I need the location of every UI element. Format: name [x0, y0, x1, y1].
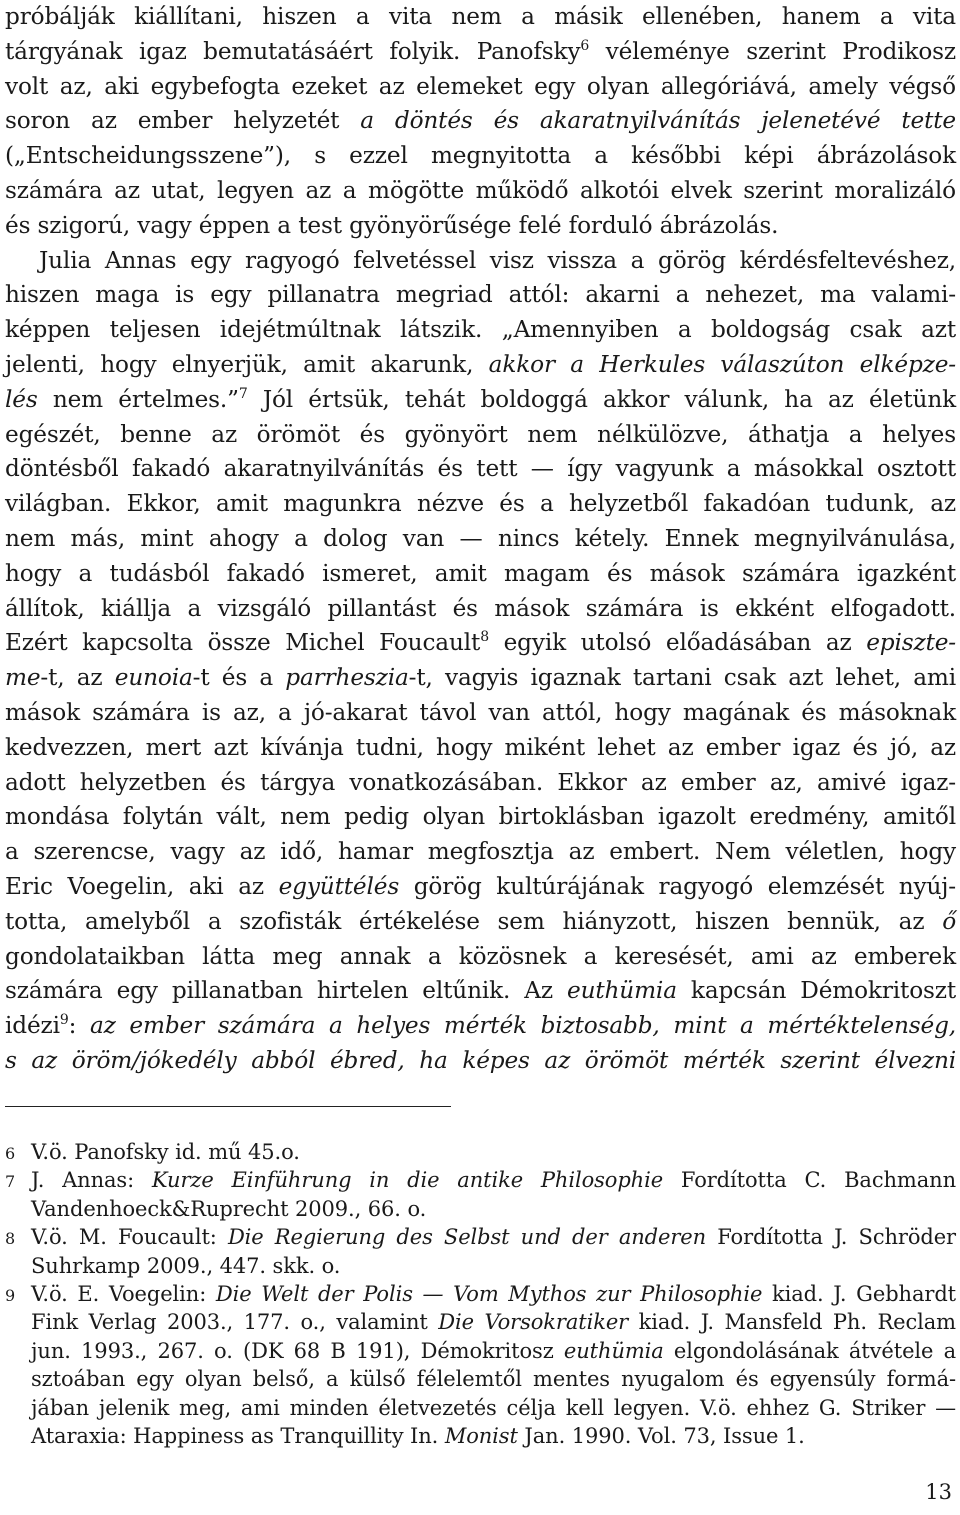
- footnote-9-cont: [5, 1308, 956, 1336]
- footnote-title: Die Regierung des Selbst und der anderen: [227, 1225, 707, 1250]
- emphasis: eunoia: [114, 664, 193, 692]
- footnote-text: Ataraxia: Happiness as Tranquillity In.: [31, 1423, 445, 1448]
- body-line: adott helyzetben és tárgya vonatkozásában. Ekkor az ember az, amivé igaz-: [5, 768, 956, 796]
- body-line: nem más, mint ahogy a dolog van — nincs kétely. Ennek megnyilvánulása,: [5, 524, 956, 552]
- body-line: kedvezzen, mert azt kívánja tudni, hogy miként lehet az ember igaz és jó, az: [5, 733, 956, 761]
- footnote-text: V.ö. Panofsky id. mű 45.o.: [31, 1140, 300, 1164]
- footnote-title: Monist: [444, 1423, 518, 1448]
- text-run: egyik utolsó előadásában az: [488, 629, 867, 657]
- body-line: [5, 905, 956, 940]
- footnote-ref: 8: [480, 629, 489, 646]
- body-line: állítok, kiállja a vizsgáló pillantást és mások számára is ekként elfogadott.: [5, 594, 956, 622]
- text-run: Jól értsük, tehát boldoggá akkor válunk, ha az életünk: [247, 385, 957, 413]
- footnote-7: [5, 1166, 956, 1194]
- emphasis: euthümia: [567, 977, 677, 1005]
- footnote-title: Die Vorsokratiker: [438, 1310, 629, 1335]
- body-line: és szigorú, vagy éppen a test gyönyörűsége felé forduló ábrázolás.: [5, 211, 779, 239]
- footnote-text: Jan. 1990. Vol. 73, Issue 1.: [517, 1423, 805, 1448]
- footnote-text: J. Annas:: [31, 1168, 152, 1193]
- body-line: hogy a tudásból fakadó ismeret, amit magam és mások számára igazként: [5, 559, 956, 587]
- footnote-9-cont: jában jelenik meg, ami minden életvezetés célja kell legyen. V.ö. ehhez G. Striker —: [31, 1395, 956, 1420]
- body-line: [5, 974, 956, 1009]
- text-run: -t, az: [40, 664, 115, 692]
- footnote-ref: 9: [59, 1012, 69, 1029]
- footnote-8-cont: Suhrkamp 2009., 447. skk. o.: [31, 1253, 341, 1278]
- body-line: [5, 35, 956, 70]
- emphasis: akkor a Herkules válaszúton elképze-: [488, 350, 956, 378]
- footnote-number: 9: [5, 1285, 16, 1305]
- emphasis: parrheszia: [285, 664, 409, 692]
- footnote-text: Fink Verlag 2003., 177. o., valamint: [31, 1310, 439, 1335]
- body-line: gondolataikban látta meg annak a közösnek a keresését, ami az emberek: [5, 942, 956, 970]
- footnote-9: [5, 1280, 956, 1308]
- text-run: Eric Voegelin, aki az: [5, 872, 279, 900]
- footnote-6: [5, 1138, 956, 1166]
- text-run: számára egy pillanatban hirtelen eltűnik. Az: [5, 977, 567, 1005]
- emphasis: me: [5, 664, 41, 692]
- body-line: [5, 383, 956, 418]
- text-run: -t, vagyis igaznak tartani csak azt lehet, ami: [408, 664, 956, 692]
- body-line: mások számára is az, a jó-akarat távol van attól, hogy magának és másoknak: [5, 698, 956, 726]
- body-line: hiszen maga is egy pillanatra megriad attól: akarni a nehezet, ma valami-: [5, 281, 956, 309]
- body-line: volt az, aki egybefogta ezeket az elemeket egy olyan allegóriává, amely végső: [5, 72, 956, 100]
- body-text: [5, 0, 956, 1079]
- body-line: Julia Annas egy ragyogó felvetéssel visz vissza a görög kérdésfeltevéshez,: [39, 246, 956, 274]
- text-run: idézi: [5, 1012, 60, 1040]
- emphasis: a döntés és akaratnyilvánítás jelenetévé tette: [360, 107, 956, 135]
- footnote-text: jun. 1993., 267. o. (DK 68 B 191), Démokritosz: [31, 1338, 564, 1363]
- body-line: [5, 1009, 956, 1044]
- body-line: a szerencse, vagy az idő, hamar megfosztja az embert. Nem véletlen, hogy: [5, 838, 956, 866]
- footnote-9-cont: [5, 1422, 956, 1450]
- footnote-text: kiad. J. Gebhardt: [762, 1281, 956, 1306]
- emphasis: episzte-: [866, 629, 956, 657]
- body-line: mondása folytán vált, nem pedig olyan birtoklásban igazolt eredmény, amitől: [5, 803, 956, 831]
- text-run: -t és a: [192, 664, 286, 692]
- body-line: döntésből fakadó akaratnyilvánítás és tett — így vagyunk a másokkal osztott: [5, 455, 956, 483]
- body-line: [5, 104, 956, 139]
- text-run: soron az ember helyzetét: [5, 107, 361, 135]
- emphasis: lés: [5, 385, 38, 413]
- footnote-9-cont: [5, 1337, 956, 1365]
- text-run: jelenti, hogy elnyerjük, amit akarunk,: [5, 350, 489, 378]
- footnote-number: 7: [5, 1172, 16, 1192]
- footnote-text: kiad. J. Mansfeld Ph. Reclam: [628, 1310, 956, 1335]
- body-line: képpen teljesen idejétmúltnak látszik. „Amennyiben a boldogság csak azt: [5, 316, 956, 344]
- text-run: Ezért kapcsolta össze Michel Foucault: [5, 629, 481, 657]
- footnote-text: Fordította J. Schröder: [706, 1225, 957, 1250]
- text-run: tárgyának igaz bemutatásáért folyik. Panofsky: [5, 37, 581, 65]
- body-line: [5, 870, 956, 905]
- footnote-ref: 7: [238, 385, 248, 402]
- text-run: totta, amelyből a szofisták értékelése sem hiányzott, hiszen bennük, az: [5, 907, 943, 935]
- footnote-text: Fordította C. Bachmann: [663, 1168, 957, 1193]
- footnote-title: euthümia: [563, 1338, 664, 1363]
- text-run: :: [68, 1012, 90, 1040]
- body-line: [5, 1044, 956, 1079]
- body-line: [5, 626, 956, 661]
- emphasis: ő: [942, 907, 956, 935]
- footnote-9-cont: sztoában egy olyan belső, a külső félelemtől mentes nyugalom és egyensúly formá-: [31, 1367, 956, 1392]
- footnote-text: V.ö. E. Voegelin:: [31, 1281, 216, 1306]
- footnotes: [5, 1138, 956, 1450]
- footnote-title: Kurze Einführung in die antike Philosophie: [151, 1168, 664, 1193]
- body-line: egészét, benne az örömöt és gyönyört nem nélkülözve, áthatja a helyes: [5, 420, 956, 448]
- footnote-title: Die Welt der Polis — Vom Mythos zur Philosophie: [215, 1281, 763, 1306]
- footnote-text: V.ö. M. Foucault:: [31, 1225, 228, 1250]
- footnote-number: 8: [5, 1229, 16, 1249]
- body-line: [5, 661, 956, 696]
- body-line: számára az utat, legyen az a mögötte működő alkotói elvek szerint moralizáló: [5, 176, 956, 204]
- footnote-ref: 6: [580, 37, 590, 54]
- body-line: („Entscheidungsszene”), s ezzel megnyitotta a későbbi képi ábrázolások: [5, 142, 956, 170]
- text-run: nem értelmes.”: [37, 385, 239, 413]
- body-line: világban. Ekkor, amit magunkra nézve és a helyzetből fakadóan tudunk, az: [5, 490, 956, 518]
- text-run: kapcsán Démokritoszt: [676, 977, 956, 1005]
- emphasis: s az öröm/jókedély abból ébred, ha képes az örömöt mérték szerint élvezni: [5, 1046, 956, 1074]
- body-line: próbálják kiállítani, hiszen a vita nem a másik ellenében, hanem a vita: [5, 3, 956, 30]
- emphasis: együttélés: [278, 872, 400, 900]
- footnote-number: 6: [5, 1144, 16, 1163]
- footnote-7-cont: Vandenhoeck&Ruprecht 2009., 66. o.: [31, 1196, 427, 1221]
- body-line: [5, 348, 956, 383]
- text-run: véleménye szerint Prodikosz: [589, 37, 956, 65]
- footnote-divider: [5, 1106, 451, 1107]
- page-number: 13: [925, 1480, 952, 1504]
- footnote-text: elgondolásának átvétele a: [663, 1338, 956, 1363]
- text-run: görög kultúrájának ragyogó elemzését nyúj-: [399, 872, 956, 900]
- emphasis: az ember számára a helyes mérték biztosabb, mint a mértéktelenség,: [90, 1012, 956, 1040]
- footnote-8: [5, 1223, 956, 1251]
